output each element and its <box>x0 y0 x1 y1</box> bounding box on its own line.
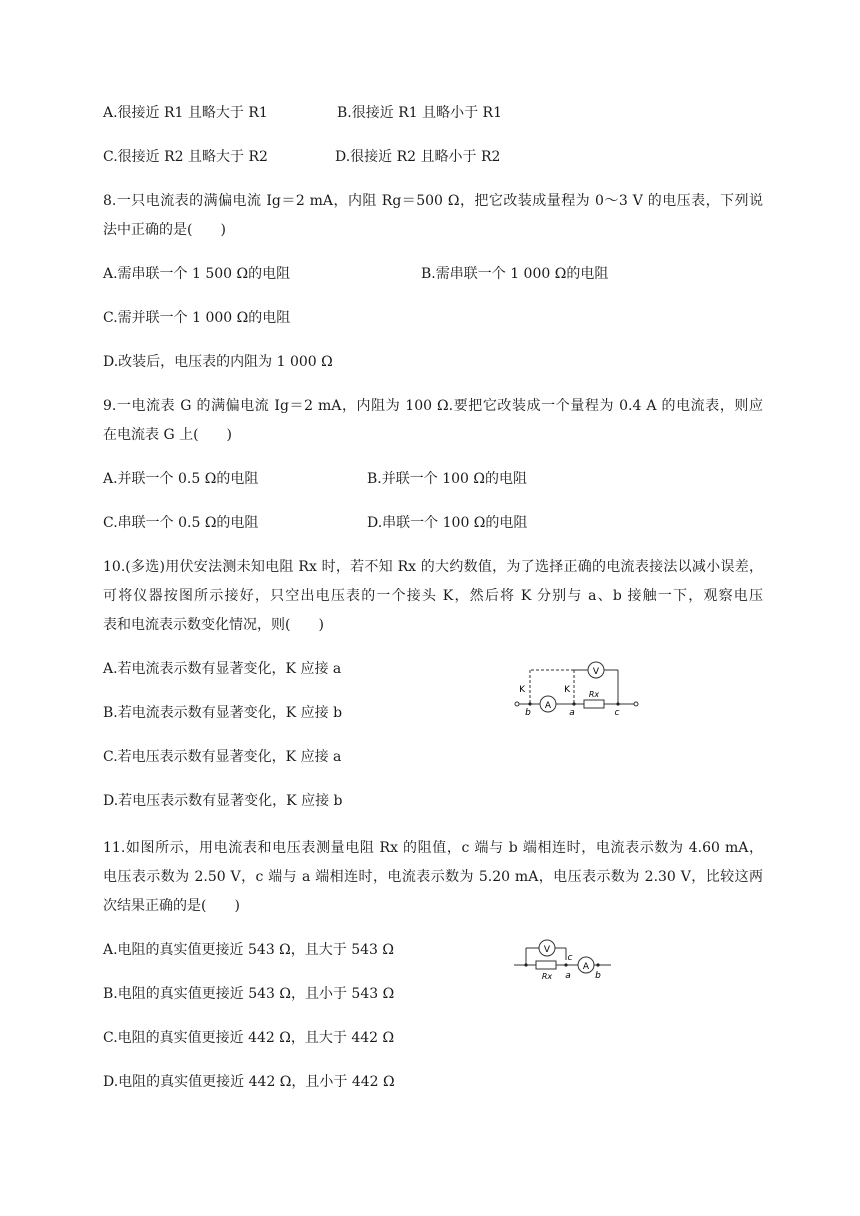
q8-stem-line1: 8.一只电流表的满偏电流 Ig＝2 mA，内阻 Rg＝500 Ω，把它改装成量程为 0～3 V 的电压表，下列说 <box>103 193 763 209</box>
q10-stem-line3: 表和电流表示数变化情况，则( ) <box>103 617 324 633</box>
q7-option-d: D.很接近 R2 且略小于 R2 <box>335 149 501 165</box>
q8-stem-line2: 法中正确的是( ) <box>103 222 226 238</box>
q11-ammeter-label: A <box>582 962 590 972</box>
q8-option-a: A.需串联一个 1 500 Ω的电阻 <box>103 266 291 282</box>
q10-ammeter-label: A <box>544 701 552 711</box>
q9-stem-line2: 在电流表 G 上( ) <box>103 427 233 443</box>
q11-option-d: D.电阻的真实值更接近 442 Ω，且小于 442 Ω <box>103 1074 395 1090</box>
q10-option-b: B.若电流表示数有显著变化，K 应接 b <box>103 705 343 721</box>
q11-circuit-diagram <box>510 938 615 984</box>
q11-resistor-label: Rx <box>541 972 553 981</box>
q10-k-label-left: K <box>519 685 525 695</box>
q11-stem-line3: 次结果正确的是( ) <box>103 898 240 914</box>
q10-stem-line1: 10.(多选)用伏安法测未知电阻 Rx 时，若不知 Rx 的大约数值，为了选择正确的电流表接法以减小误差， <box>103 559 763 575</box>
q10-voltmeter-label: V <box>592 667 600 677</box>
q11-node-b: b <box>595 971 601 981</box>
q11-option-c: C.电阻的真实值更接近 442 Ω，且大于 442 Ω <box>103 1030 395 1046</box>
q11-node-c: c <box>567 953 573 963</box>
q8-option-c: C.需并联一个 1 000 Ω的电阻 <box>103 310 291 326</box>
q9-option-a: A.并联一个 0.5 Ω的电阻 <box>103 471 259 487</box>
q10-node-c: c <box>614 708 620 717</box>
q10-k-label-right: K <box>564 685 570 695</box>
q11-option-a: A.电阻的真实值更接近 543 Ω，且大于 543 Ω <box>103 942 395 958</box>
q9-option-b: B.并联一个 100 Ω的电阻 <box>367 471 527 487</box>
q7-option-a: A.很接近 R1 且略大于 R1 <box>103 105 268 121</box>
q11-node-a: a <box>565 971 571 981</box>
q10-resistor <box>584 700 604 708</box>
q11-stem-line2: 电压表示数为 2.50 V，c 端与 a 端相连时，电流表示数为 5.20 mA，电压表示数为 2.30 V，比较这两 <box>103 869 763 885</box>
q11-resistor <box>536 961 556 969</box>
q11-voltmeter-label: V <box>543 945 551 955</box>
q10-node-b: b <box>525 708 531 717</box>
q8-option-d: D.改装后，电压表的内阻为 1 000 Ω <box>103 354 333 370</box>
q10-resistor-label: Rx <box>588 690 600 699</box>
q9-option-c: C.串联一个 0.5 Ω的电阻 <box>103 515 259 531</box>
q10-option-a: A.若电流表示数有显著变化，K 应接 a <box>103 661 342 677</box>
q11-option-b: B.电阻的真实值更接近 543 Ω，且小于 543 Ω <box>103 986 395 1002</box>
q9-option-d: D.串联一个 100 Ω的电阻 <box>367 515 528 531</box>
q7-option-b: B.很接近 R1 且略小于 R1 <box>337 105 502 121</box>
q11-stem-line1: 11.如图所示，用电流表和电压表测量电阻 Rx 的阻值，c 端与 b 端相连时，电流表示数为 4.60 mA， <box>103 840 763 856</box>
q7-option-c: C.很接近 R2 且略大于 R2 <box>103 149 268 165</box>
q8-option-b: B.需串联一个 1 000 Ω的电阻 <box>421 266 609 282</box>
q10-stem-line2: 可将仪器按图所示接好，只空出电压表的一个接头 K，然后将 K 分别与 a、b 接触一下，观察电压 <box>103 588 763 604</box>
q10-option-d: D.若电压表示数有显著变化，K 应接 b <box>103 793 343 809</box>
q9-stem-line1: 9.一电流表 G 的满偏电流 Ig＝2 mA，内阻为 100 Ω.要把它改装成一个量程为 0.4 A 的电流表，则应 <box>103 398 763 414</box>
q10-option-c: C.若电压表示数有显著变化，K 应接 a <box>103 749 342 765</box>
q10-node-a: a <box>569 708 575 717</box>
q10-circuit-diagram <box>510 655 640 717</box>
